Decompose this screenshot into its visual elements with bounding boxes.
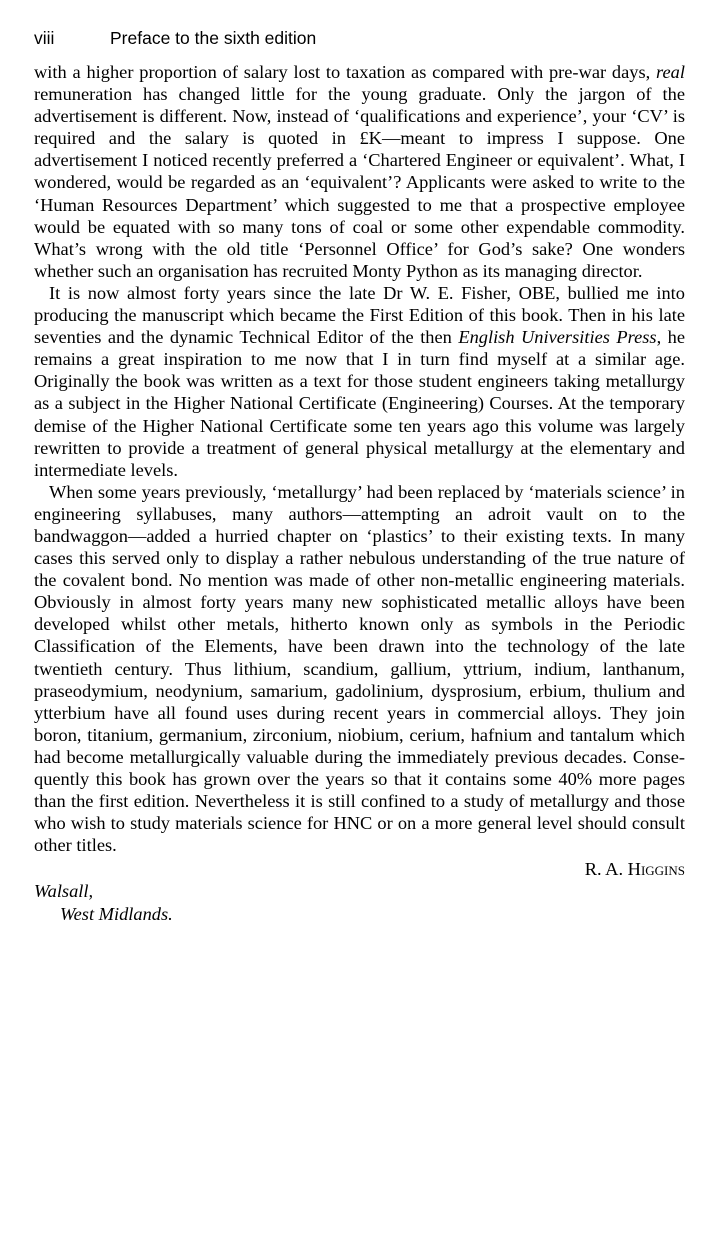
publisher-name: English Universities Press <box>458 327 657 348</box>
paragraph-text: remuneration has changed little for the young graduate. Only the jargon of the advertisement is different. Now, instead of ‘qualifications and experience’, your ‘CV’ is required and the salary is quoted in £K—meant to impress I suppose. One advertisement I noticed recently preferred a ‘Chartered Engineer or equivalent’. What, I wondered, would be regarded as an ‘equivalent’? Applicants were asked to write to the ‘Human Resources Department’ which suggested to me that a prospective employee would be equated with so many tons of coal or some other expendable commodity. What’s wrong with the old title ‘Personnel Office’ for God’s sake? One wonders whether such an organisation has recruited Monty Python as its managing director. <box>34 84 685 281</box>
paragraph <box>34 61 685 282</box>
paragraph <box>34 481 685 857</box>
author-signature <box>34 858 685 880</box>
paragraph <box>34 282 685 481</box>
running-head-title: Preface to the sixth edition <box>110 28 317 48</box>
place-line-1: Walsall, <box>34 881 94 902</box>
paragraph-text: with a higher proportion of salary lost to taxation as compared with pre-war days, <box>34 62 657 82</box>
page-number: viii <box>34 28 55 48</box>
place-line-2: West Midlands. <box>60 903 173 924</box>
place-of-writing <box>34 880 685 924</box>
running-head <box>34 28 316 49</box>
paragraph-text: , he remains a great inspiration to me now that I in turn find myself at a similar age. Originally the book was written as a text for those student engineers taking metallurgy as a subject in the Higher National Certificate (Engineering) Courses. At the temporary demise of the Higher National Certificate some ten years ago this volume was largely rewritten to provide a treatment of general physical metallurgy at the elementary and intermediate levels. <box>34 327 685 480</box>
emphasis-text: real <box>656 62 685 82</box>
paragraph-text: When some years previously, ‘metallurgy’ had been replaced by ‘materials science’ in engineering syllabuses, many authors—attempting an adroit vault on to the bandwaggon—added a hurried chapter on ‘plastics’ to their existing texts. In many cases this served only to display a rather nebulous understanding of the true nature of the covalent bond. No mention was made of other non-metallic engineering materials. Obviously in almost forty years many new sophisticated metallic alloys have been developed whilst other metals, hitherto known only as symbols in the Periodic Classification of the Elements, have been drawn into the technology of the late twentieth century. Thus lithium, scandium, gallium, yttrium, indium, lanthanum, praseodymium, neodynium, samarium, gadolinium, dysprosium, erbium, thulium and ytterbium have all found uses during recent years in commercial alloys. They join boron, titanium, germanium, zirconium, niobium, cerium, hafnium and tantalum which had become metallurgically valuable during the immediately previous decades. Consequently this book has grown over the years so that it contains some 40% more pages than the first edition. Nevertheless it is still confined to a study of metallurgy and those who wish to study materials science for HNC or on a more general level should consult other titles. <box>34 481 685 856</box>
author-name: R. A. Higgins <box>584 859 685 880</box>
preface-body <box>34 61 685 925</box>
paragraph-text: It is now almost forty years since the late Dr W. E. Fisher, OBE, bullied me into producing the manuscript which became the First Edition of this book. Then in his late seventies and the dynamic Technical Editor of the then <box>34 282 685 348</box>
